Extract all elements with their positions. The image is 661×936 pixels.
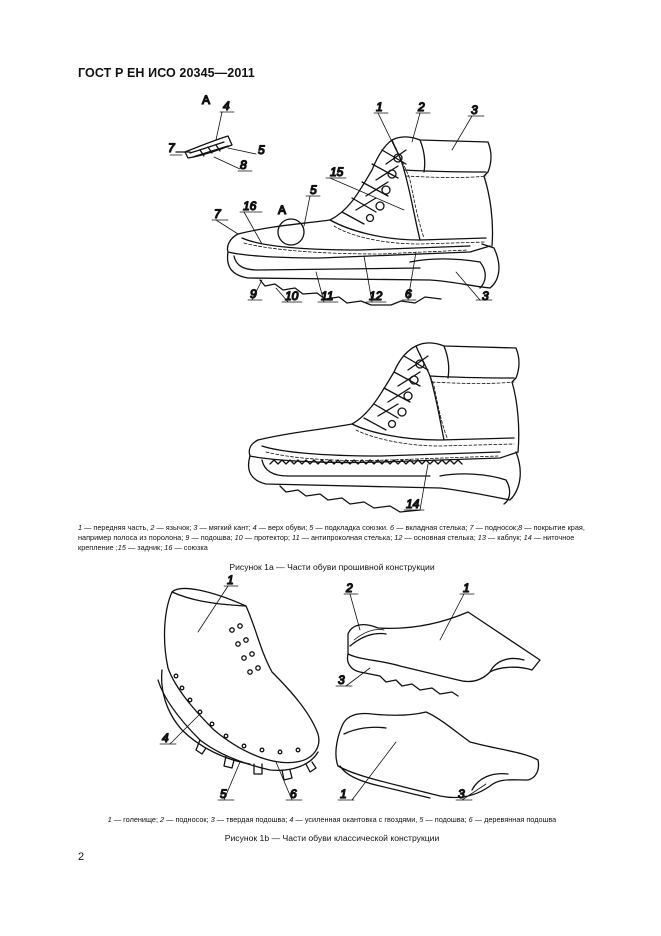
- callout-11-top: 11: [321, 289, 334, 303]
- shoe-right-top-drawing: [348, 612, 541, 696]
- legend-number: 10: [234, 533, 243, 542]
- callout-1b-3-top: 3: [338, 673, 345, 687]
- legend-number: 9: [185, 533, 190, 542]
- detail-a-drawing: [176, 136, 232, 158]
- legend-number: 11: [292, 533, 300, 542]
- legend-text: — мягкий кант;: [197, 523, 253, 532]
- legend-number: 1: [107, 815, 112, 824]
- legend-number: 5: [419, 815, 424, 824]
- callout-5-top: 5: [310, 183, 317, 197]
- detail-a-label: A: [202, 93, 211, 107]
- legend-number: 8: [518, 523, 523, 532]
- legend-text: — протектор;: [242, 533, 293, 542]
- callout-1b-1-bottom: 1: [340, 787, 347, 801]
- callout-1b-1-left: 1: [227, 573, 234, 587]
- legend-number: 16: [164, 543, 173, 552]
- legend-number: 14: [523, 533, 532, 542]
- legend-number: 3: [193, 523, 198, 532]
- legend-text: — усиленная окантовка с гвоздями,: [293, 815, 420, 824]
- legend-text: — подносок;: [473, 523, 519, 532]
- document-header: ГОСТ Р ЕН ИСО 20345—2011: [78, 66, 255, 80]
- clog-wooden-drawing: [158, 588, 319, 780]
- legend-number: 6: [468, 815, 473, 824]
- callout-10-top: 10: [285, 289, 299, 303]
- callout-15-top: 15: [330, 165, 344, 179]
- legend-text: — покрытие края, например полоса из поролона;: [78, 523, 585, 542]
- legend-number: 12: [394, 533, 403, 542]
- legend-text: — язычок;: [154, 523, 194, 532]
- legend-number: 15: [117, 543, 126, 552]
- legend-number: 1: [78, 523, 83, 532]
- figure-1a-caption: Рисунок 1a — Части обуви прошивной конструкции: [229, 562, 435, 572]
- legend-number: 13: [477, 533, 486, 542]
- legend-text: — подошва;: [423, 815, 469, 824]
- legend-text: — каблук;: [485, 533, 524, 542]
- legend-text: — антипроколная стелька;: [299, 533, 395, 542]
- legend-text: — подошва;: [189, 533, 235, 542]
- callout-1-top: 1: [376, 100, 383, 114]
- legend-text: — основная стелька;: [402, 533, 478, 542]
- callout-1b-5: 5: [220, 787, 227, 801]
- boot-top-drawing: [227, 137, 498, 305]
- detail-callout-5: 5: [258, 143, 265, 157]
- callout-7-top: 7: [214, 207, 221, 221]
- legend-text: — деревянная подошва: [472, 815, 557, 824]
- boot-middle-drawing: [249, 343, 521, 512]
- legend-text: — вкладная стелька;: [394, 523, 470, 532]
- callout-1b-3-bottom: 3: [458, 787, 465, 801]
- callout-16-top: 16: [243, 199, 257, 213]
- detail-callout-7: 7: [168, 141, 175, 155]
- figure-1b-legend: [78, 815, 586, 825]
- legend-number: 7: [469, 523, 474, 532]
- legend-text: — верх обуви;: [256, 523, 310, 532]
- callout-6-top: 6: [405, 287, 412, 301]
- callout-14-middle: 14: [406, 497, 420, 511]
- legend-text: — твердая подошва;: [214, 815, 290, 824]
- legend-number: 4: [252, 523, 257, 532]
- legend-text: — задник;: [125, 543, 165, 552]
- detail-callout-4: 4: [223, 99, 230, 113]
- callout-3-sole: 3: [482, 289, 489, 303]
- shoe-right-bottom-drawing: [336, 712, 539, 798]
- legend-text: — союзка: [172, 543, 208, 552]
- legend-text: — голенище;: [111, 815, 161, 824]
- legend-number: 2: [150, 523, 155, 532]
- legend-text: — подкладка союзки.: [313, 523, 391, 532]
- callout-1b-6: 6: [290, 787, 297, 801]
- callout-3-top: 3: [471, 103, 478, 117]
- legend-number: 2: [160, 815, 165, 824]
- detail-callout-8: 8: [240, 158, 247, 172]
- callout-1b-1-right: 1: [463, 581, 470, 595]
- legend-number: 3: [210, 815, 215, 824]
- legend-number: 6: [390, 523, 395, 532]
- figure-1b-caption: Рисунок 1b — Части обуви классической конструкции: [224, 833, 440, 843]
- legend-number: 5: [309, 523, 314, 532]
- callout-1b-4: 4: [162, 731, 169, 745]
- callout-2-top: 2: [418, 100, 425, 114]
- legend-text: — передняя часть,: [82, 523, 151, 532]
- legend-number: 4: [289, 815, 294, 824]
- legend-text: — ниточное крепление ;: [78, 533, 575, 552]
- page-number: 2: [78, 851, 85, 863]
- callout-a-top: A: [278, 203, 287, 217]
- legend-text: — подносок;: [164, 815, 211, 824]
- callout-1b-2: 2: [346, 581, 353, 595]
- callout-9-top: 9: [250, 287, 257, 301]
- callout-12-top: 12: [369, 289, 383, 303]
- figure-1a-legend: [78, 523, 586, 553]
